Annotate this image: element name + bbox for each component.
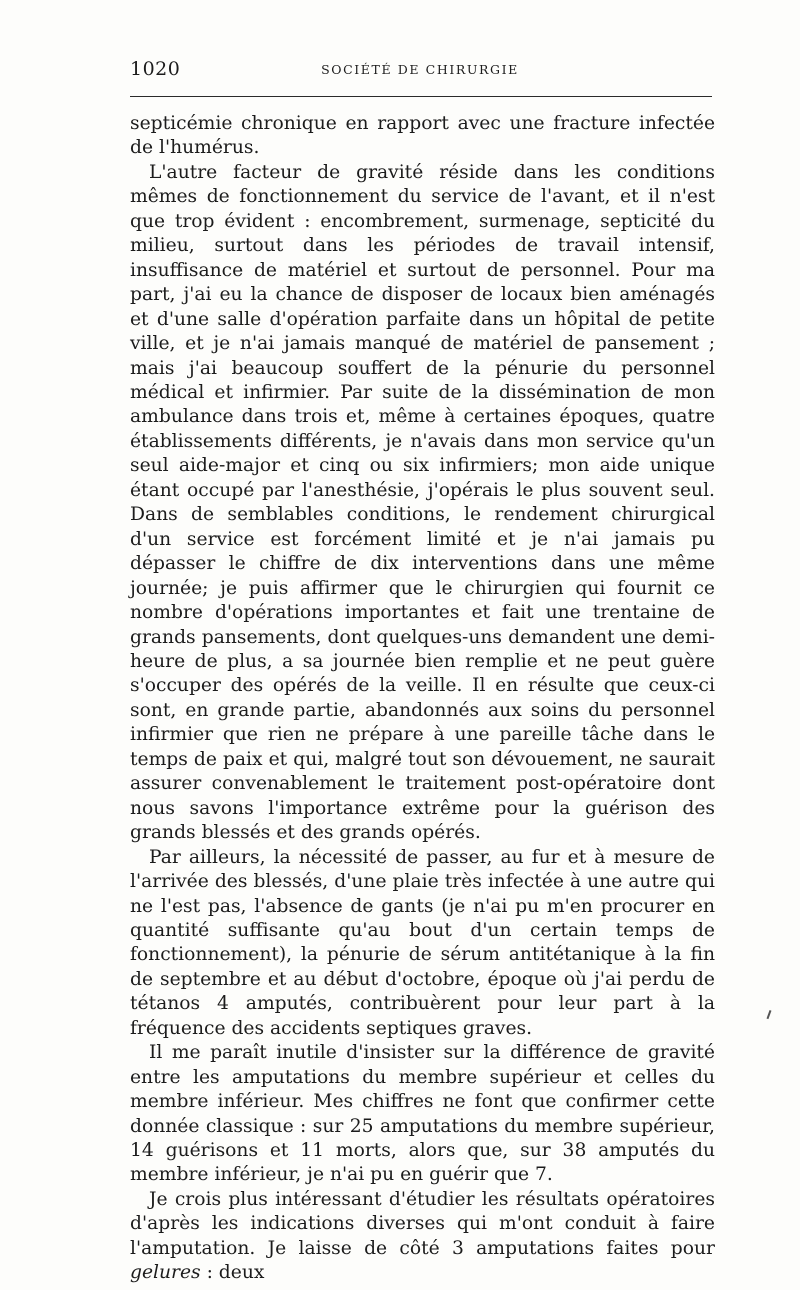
body-text bbox=[130, 112, 715, 1286]
header-rule bbox=[130, 96, 712, 97]
paragraph-indications-text: Je crois plus intéressant d'étudier les résultats opératoires d'après les indications diverses qui m'ont conduit à faire l'amputation. Je laisse de côté 3 amputations faites pour bbox=[130, 1188, 715, 1259]
page-header bbox=[130, 58, 710, 84]
italic-term: gelures bbox=[130, 1262, 201, 1284]
paragraph-amputation-gravity: Il me paraît inutile d'insister sur la différence de gravité entre les amputations du membre supérieur et celles du membre inférieur. Mes chiffres ne font que confirmer cette donnée classique : sur 25 amputations du membre supérieur, 14 guérisons et 11 morts, alors que, sur 38 amputés du membre inférieur, je n'ai pu en guérir que 7. bbox=[130, 1042, 715, 1186]
paragraph-continuation: septicémie chronique en rapport avec une fracture infectée de l'humérus. bbox=[130, 113, 715, 159]
paragraph-indications-tail: : deux bbox=[200, 1262, 265, 1284]
margin-mark bbox=[767, 1010, 771, 1019]
paragraph-infection-factors: Par ailleurs, la nécessité de passer, au fur et à mesure de l'arrivée des blessés, d'une plaie très infectée à une autre qui ne l'est pas, l'absence de gants (je n'ai pu m'en procurer en quantité suffisante qu'au bout d'un certain temps de fonctionnement), la pénurie de sérum antitétanique à la fin de septembre et au début d'octobre, époque où j'ai perdu de tétanos 4 amputés, contribuèrent pour leur part à la fréquence des accidents septiques graves. bbox=[130, 846, 715, 1039]
paragraph-service-conditions: L'autre facteur de gravité réside dans les conditions mêmes de fonctionnement du service de l'avant, et il n'est que trop évident : encombrement, surmenage, septicité du milieu, surtout dans les périodes de travail intensif, insuffisance de matériel et surtout de personnel. Pour ma part, j'ai eu la chance de disposer de locaux bien aménagés et d'une salle d'opération parfaite dans un hôpital de petite ville, et je n'ai jamais manqué de matériel de pansement ; mais j'ai beaucoup souffert de la pénurie du personnel médical et infirmier. Par suite de la dissémination de mon ambulance dans trois et, même à certaines époques, quatre établissements différents, je n'avais dans mon service qu'un seul aide-major et cinq ou six infirmiers; mon aide unique étant occupé par l'anesthésie, j'opérais le plus souvent seul. Dans de semblables conditions, le rendement chirurgical d'un service est forcément limité et je n'ai jamais pu dépasser le chiffre de dix interventions dans une même journée; je puis affirmer que le chirurgien qui fournit ce nombre d'opérations importantes et fait une trentaine de grands pansements, dont quelques-uns demandent une demi-heure de plus, a sa journée bien remplie et ne peut guère s'occuper des opérés de la veille. Il en résulte que ceux-ci sont, en grande partie, abandonnés aux soins du personnel infirmier que rien ne prépare à une pareille tâche dans le temps de paix et qui, malgré tout son dévouement, ne saurait assurer convenablement le traitement post-opératoire dont nous savons l'importance extrême pour la guérison des grands blessés et des grands opérés. bbox=[130, 161, 715, 844]
running-head: SOCIÉTÉ DE CHIRURGIE bbox=[321, 62, 519, 77]
paragraph-indications bbox=[130, 1188, 715, 1286]
page-number: 1020 bbox=[130, 58, 181, 80]
